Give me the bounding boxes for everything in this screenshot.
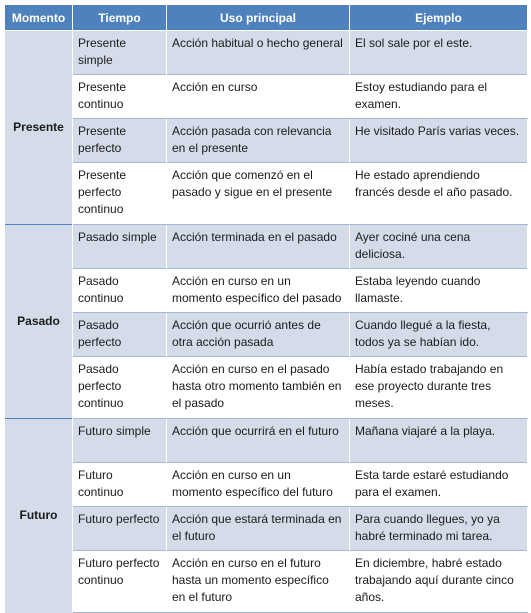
ejemplo-cell: Estaba leyendo cuando llamaste. [350, 269, 528, 313]
ejemplo-cell: Cuando llegué a la fiesta, todos ya se habían ido. [350, 313, 528, 357]
uso-cell: Acción que ocurrió antes de otra acción pasada [167, 313, 350, 357]
ejemplo-cell: Estoy estudiando para el examen. [350, 75, 528, 119]
uso-cell: Acción que ocurrirá en el futuro [167, 419, 350, 463]
ejemplo-cell: Ayer cociné una cena deliciosa. [350, 225, 528, 269]
tiempo-cell: Pasado continuo [73, 269, 167, 313]
tiempo-cell: Presente perfecto [73, 119, 167, 163]
momento-cell: Futuro [5, 419, 73, 613]
table-row [5, 357, 528, 419]
table-row [5, 269, 528, 313]
tiempo-cell: Futuro simple [73, 419, 167, 463]
ejemplo-cell: Esta tarde estaré estudiando para el examen. [350, 463, 528, 507]
uso-cell: Acción que comenzó en el pasado y sigue en el presente [167, 163, 350, 225]
uso-cell: Acción en curso en un momento específico del pasado [167, 269, 350, 313]
uso-cell: Acción en curso en el futuro hasta un momento específico en el futuro [167, 551, 350, 613]
momento-cell: Pasado [5, 225, 73, 419]
uso-cell: Acción en curso en un momento específico del futuro [167, 463, 350, 507]
ejemplo-cell: He estado aprendiendo francés desde el año pasado. [350, 163, 528, 225]
header-uso-principal: Uso principal [167, 5, 350, 31]
ejemplo-cell: He visitado París varias veces. [350, 119, 528, 163]
table-row [5, 463, 528, 507]
tense-table-container [4, 4, 527, 613]
table-row [5, 119, 528, 163]
table-body [5, 31, 528, 613]
tiempo-cell: Futuro perfecto [73, 507, 167, 551]
tiempo-cell: Presente continuo [73, 75, 167, 119]
uso-cell: Acción en curso [167, 75, 350, 119]
header-tiempo: Tiempo [73, 5, 167, 31]
table-row [5, 551, 528, 613]
table-row [5, 225, 528, 269]
ejemplo-cell: Para cuando llegues, yo ya habré terminado mi tarea. [350, 507, 528, 551]
table-row [5, 163, 528, 225]
ejemplo-cell: El sol sale por el este. [350, 31, 528, 75]
header-ejemplo: Ejemplo [350, 5, 528, 31]
uso-cell: Acción en curso en el pasado hasta otro momento también en el pasado [167, 357, 350, 419]
ejemplo-cell: Había estado trabajando en ese proyecto durante tres meses. [350, 357, 528, 419]
tiempo-cell: Presente perfecto continuo [73, 163, 167, 225]
tiempo-cell: Pasado perfecto [73, 313, 167, 357]
uso-cell: Acción habitual o hecho general [167, 31, 350, 75]
ejemplo-cell: Mañana viajaré a la playa. [350, 419, 528, 463]
tiempo-cell: Presente simple [73, 31, 167, 75]
tiempo-cell: Futuro continuo [73, 463, 167, 507]
table-row [5, 75, 528, 119]
header-row [5, 5, 528, 31]
tiempo-cell: Pasado simple [73, 225, 167, 269]
table-row [5, 507, 528, 551]
uso-cell: Acción que estará terminada en el futuro [167, 507, 350, 551]
verb-tense-table [4, 4, 528, 613]
tiempo-cell: Futuro perfecto continuo [73, 551, 167, 613]
table-row [5, 31, 528, 75]
ejemplo-cell: En diciembre, habré estado trabajando aquí durante cinco años. [350, 551, 528, 613]
uso-cell: Acción pasada con relevancia en el presente [167, 119, 350, 163]
header-momento: Momento [5, 5, 73, 31]
table-row [5, 419, 528, 463]
tiempo-cell: Pasado perfecto continuo [73, 357, 167, 419]
momento-cell: Presente [5, 31, 73, 225]
uso-cell: Acción terminada en el pasado [167, 225, 350, 269]
table-row [5, 313, 528, 357]
